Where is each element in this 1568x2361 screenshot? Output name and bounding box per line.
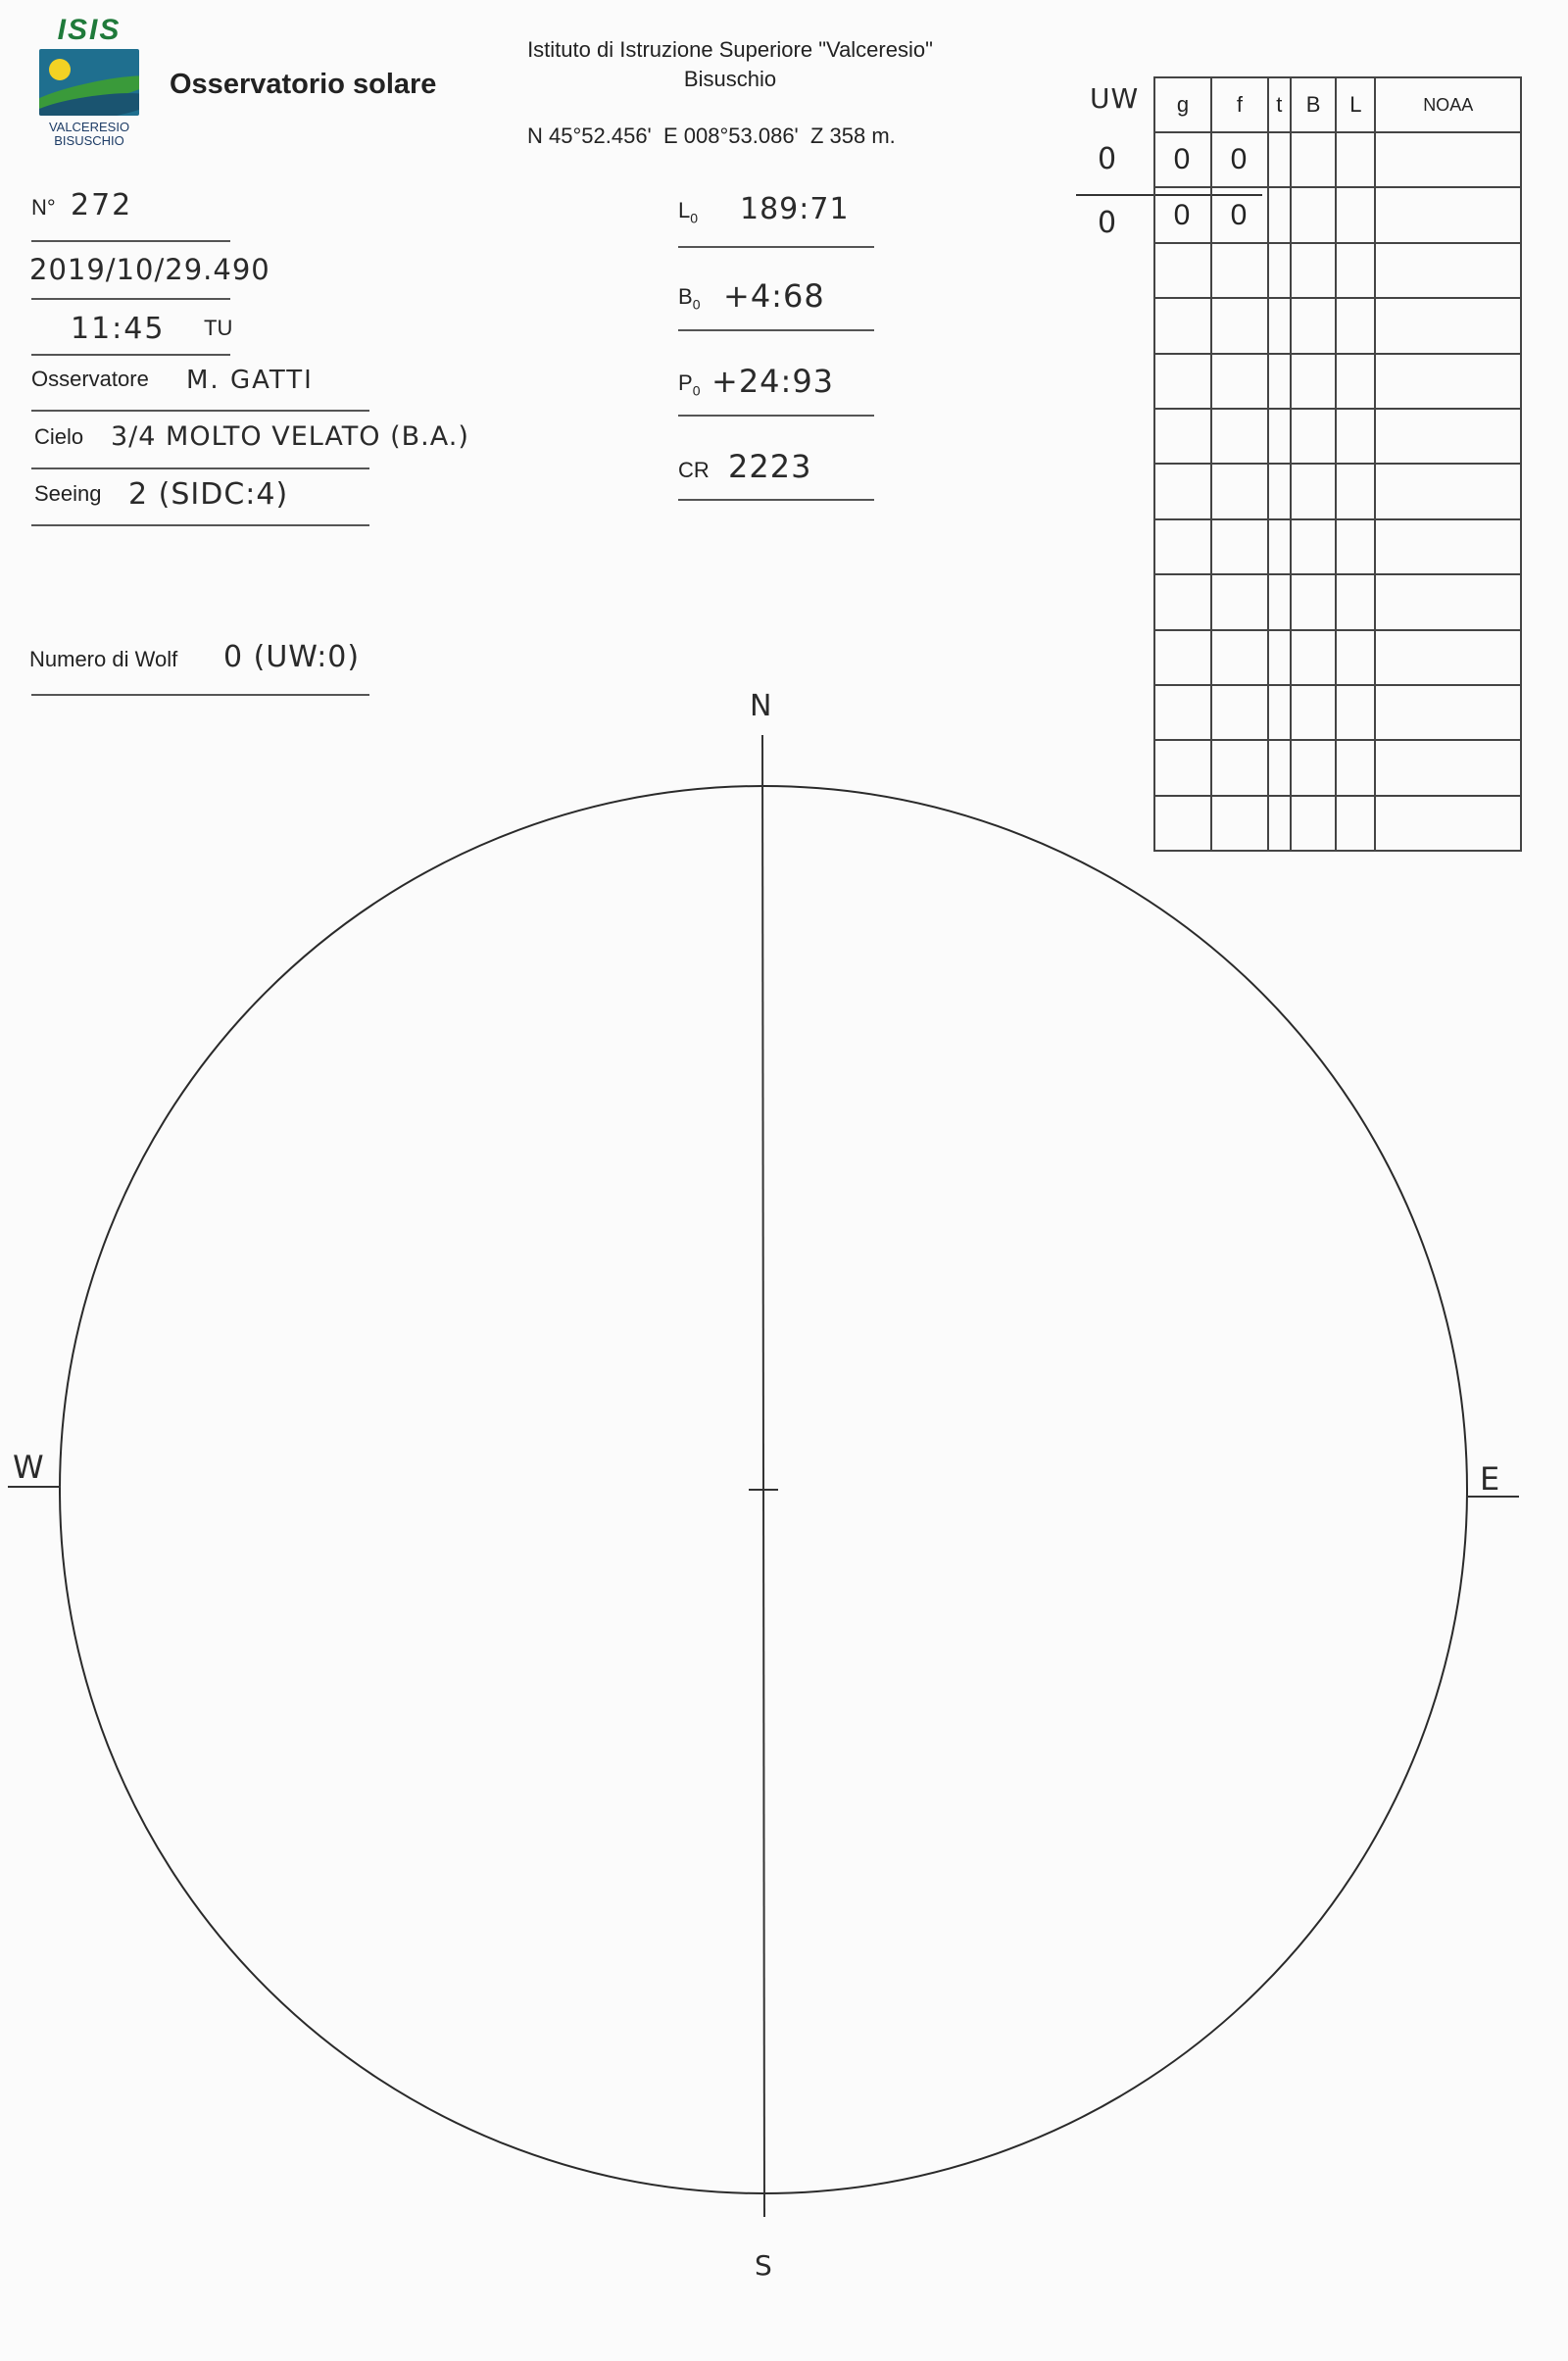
logo-caption: BISUSCHIO	[54, 133, 124, 148]
table-row	[1154, 574, 1521, 629]
cell-f	[1211, 298, 1268, 353]
b0-label: $B_0$	[678, 284, 701, 313]
cell-g: 0	[1154, 187, 1211, 242]
cell-f	[1211, 464, 1268, 518]
cell-l	[1336, 187, 1375, 242]
table-row	[1154, 409, 1521, 464]
cell-l	[1336, 409, 1375, 464]
cell-b	[1291, 464, 1337, 518]
cell-t	[1268, 464, 1291, 518]
cell-b	[1291, 243, 1337, 298]
school-logo	[37, 14, 145, 151]
cr-value: 2223	[728, 448, 812, 485]
number-value: 272	[71, 188, 133, 222]
cell-g	[1154, 354, 1211, 409]
north-label: N	[750, 689, 774, 723]
cell-noaa	[1375, 243, 1521, 298]
column-header-l: L	[1336, 77, 1375, 132]
cell-t	[1268, 354, 1291, 409]
cell-t	[1268, 187, 1291, 242]
cell-g	[1154, 243, 1211, 298]
uw-value: 0	[1098, 142, 1119, 176]
table-row	[1154, 187, 1521, 242]
west-label: W	[13, 1449, 46, 1486]
cell-t	[1268, 519, 1291, 574]
cr-label: CR	[678, 458, 710, 482]
cell-b	[1291, 574, 1337, 629]
cell-f	[1211, 519, 1268, 574]
cell-l	[1336, 354, 1375, 409]
cell-noaa	[1375, 187, 1521, 242]
l0-label: $L_0$	[678, 198, 699, 226]
central-meridian-line	[762, 735, 764, 2217]
column-header-f: f	[1211, 77, 1268, 132]
cell-t	[1268, 574, 1291, 629]
cell-noaa	[1375, 132, 1521, 187]
south-label: S	[755, 2249, 774, 2282]
b0-value: +4:68	[723, 277, 825, 315]
table-row	[1154, 298, 1521, 353]
cell-f	[1211, 574, 1268, 629]
cell-g	[1154, 409, 1211, 464]
cell-g	[1154, 464, 1211, 518]
wolf-number-value: 0 (UW:0)	[223, 640, 361, 674]
sun-icon	[49, 59, 71, 80]
column-header-t: t	[1268, 77, 1291, 132]
cell-b	[1291, 132, 1337, 187]
uw-value: 0	[1098, 206, 1119, 240]
observatory-title: Osservatorio solare	[170, 69, 437, 100]
form-rule	[678, 415, 874, 417]
seeing-value: 2 (SIDC:4)	[128, 477, 289, 512]
cell-l	[1336, 132, 1375, 187]
table-row	[1154, 243, 1521, 298]
form-rule	[31, 524, 369, 526]
cell-f: 0	[1211, 132, 1268, 187]
cell-t	[1268, 132, 1291, 187]
cell-noaa	[1375, 409, 1521, 464]
form-rule	[31, 298, 230, 300]
l0-value: 189:71	[740, 192, 850, 226]
table-row	[1154, 132, 1521, 187]
site-coordinates: N 45°52.456' E 008°53.086' Z 358 m.	[527, 123, 896, 148]
cell-l	[1336, 464, 1375, 518]
cell-noaa	[1375, 298, 1521, 353]
cell-b	[1291, 409, 1337, 464]
form-rule	[31, 467, 369, 469]
column-header-g: g	[1154, 77, 1211, 132]
observer-value: M. GATTI	[186, 366, 314, 395]
table-header-row	[1154, 77, 1521, 132]
p0-value: +24:93	[711, 363, 835, 400]
cell-f: 0	[1211, 187, 1268, 242]
sky-value: 3/4 MOLTO VELATO (B.A.)	[111, 421, 469, 452]
cell-g	[1154, 519, 1211, 574]
cell-g	[1154, 574, 1211, 629]
cell-t	[1268, 409, 1291, 464]
column-header-b: B	[1291, 77, 1337, 132]
form-rule	[678, 329, 874, 331]
cell-l	[1336, 519, 1375, 574]
logo-emblem	[39, 49, 139, 116]
cell-l	[1336, 574, 1375, 629]
cell-noaa	[1375, 519, 1521, 574]
time-value: 11:45	[71, 312, 166, 346]
column-header-noaa: NOAA	[1375, 77, 1521, 132]
solar-disk-diagram	[0, 676, 1568, 2284]
cell-noaa	[1375, 354, 1521, 409]
logo-caption: VALCERESIO	[48, 120, 130, 134]
cell-b	[1291, 298, 1337, 353]
table-row	[1154, 464, 1521, 518]
cell-g: 0	[1154, 132, 1211, 187]
cell-t	[1268, 298, 1291, 353]
institute-town: Bisuschio	[683, 67, 777, 91]
cell-noaa	[1375, 464, 1521, 518]
institute-name: Istituto di Istruzione Superiore "Valceresio"	[527, 37, 933, 62]
form-rule	[678, 246, 874, 248]
observer-label: Osservatore	[31, 367, 149, 391]
form-rule	[678, 499, 874, 501]
cell-f	[1211, 409, 1268, 464]
cell-l	[1336, 298, 1375, 353]
form-rule	[31, 354, 230, 356]
cell-f	[1211, 354, 1268, 409]
number-label: N°	[31, 195, 56, 220]
table-row	[1154, 354, 1521, 409]
logo-wordmark: ISIS	[57, 14, 122, 46]
form-rule	[31, 410, 369, 412]
uw-header: UW	[1090, 82, 1140, 115]
table-row	[1154, 519, 1521, 574]
form-rule	[31, 240, 230, 242]
cell-l	[1336, 243, 1375, 298]
seeing-label: Seeing	[34, 481, 102, 506]
cell-t	[1268, 243, 1291, 298]
p0-label: $P_0$	[678, 370, 701, 399]
cell-b	[1291, 187, 1337, 242]
date-value: 2019/10/29.490	[29, 253, 270, 286]
time-unit: TU	[204, 316, 233, 340]
cell-noaa	[1375, 574, 1521, 629]
sky-label: Cielo	[34, 424, 84, 449]
cell-g	[1154, 298, 1211, 353]
cell-f	[1211, 243, 1268, 298]
wolf-number-label: Numero di Wolf	[29, 647, 178, 671]
cell-b	[1291, 354, 1337, 409]
cell-b	[1291, 519, 1337, 574]
east-label: E	[1480, 1460, 1502, 1498]
